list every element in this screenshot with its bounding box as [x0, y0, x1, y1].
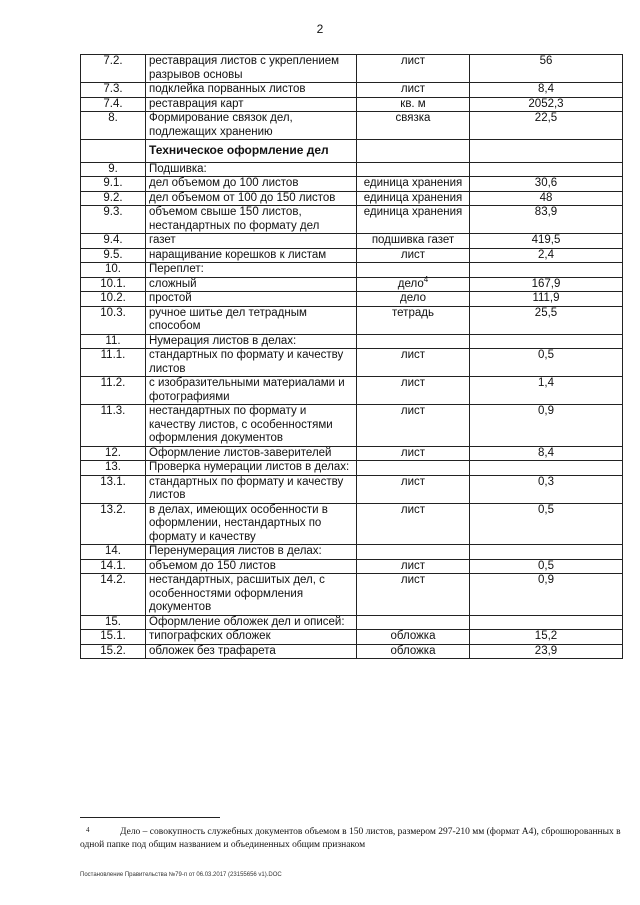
row-number: [81, 405, 146, 447]
row-norm-value: [470, 349, 623, 377]
row-work-name-text: Нумерация листов в делах:: [149, 334, 297, 347]
row-number: [81, 191, 146, 206]
row-norm-value-text: 15,2: [534, 630, 558, 642]
footnote-text: Дело – совокупность служебных документов объемом в 150 листов, размером 297-210 мм (формат А4), сброшюрованных в одной папке под общим названием и объединенных общим признаком: [80, 827, 621, 850]
document-footer: Постановление Правительства №79-п от 06.03.2017 (23155656 v1).DOC: [80, 872, 282, 878]
row-unit: [357, 615, 470, 630]
row-norm-value-text: 167,9: [531, 277, 561, 290]
row-work-name-text: Оформление обложек дел и описей:: [149, 615, 345, 628]
row-number-text: 14.1.: [100, 559, 126, 572]
row-norm-value: [470, 405, 623, 447]
row-work-name-text: реставрация карт: [149, 97, 244, 110]
row-number: [81, 140, 146, 163]
row-unit: [357, 644, 470, 659]
row-number: [81, 248, 146, 263]
row-unit: [357, 292, 470, 307]
row-work-name: [146, 162, 357, 177]
footnote-mark: 4: [86, 826, 90, 834]
row-number: [81, 306, 146, 334]
row-work-name-text: стандартных по формату и качеству листов: [149, 475, 344, 501]
row-work-name: [146, 306, 357, 334]
row-work-name-text: объемом свыше 150 листов, нестандартных по формату дел: [149, 206, 320, 232]
row-work-name-text: газет: [149, 234, 176, 246]
row-norm-value: [470, 191, 623, 206]
row-number: [81, 446, 146, 461]
table-row: [81, 630, 623, 645]
row-unit: [357, 162, 470, 177]
row-number: [81, 559, 146, 574]
row-norm-value: [470, 377, 623, 405]
row-number-text: 11.2.: [100, 377, 126, 389]
norms-table: [80, 54, 623, 659]
row-unit: [357, 206, 470, 234]
row-work-name: [146, 191, 357, 206]
row-unit: [357, 377, 470, 405]
row-unit-text: связка: [395, 112, 431, 124]
table-row: [81, 83, 623, 98]
row-work-name-text: нестандартных по формату и качеству листов, с особенностями оформления документов: [149, 405, 333, 444]
table-row: [81, 475, 623, 503]
table-row: [81, 162, 623, 177]
row-work-name: [146, 140, 357, 163]
row-unit-text: единица хранения: [363, 206, 463, 218]
row-norm-value-text: 2,4: [538, 248, 554, 261]
row-norm-value: [470, 615, 623, 630]
row-unit: [357, 140, 470, 163]
row-work-name: [146, 206, 357, 234]
row-work-name: [146, 97, 357, 112]
row-work-name-text: нестандартных, расшитых дел, с особенностями оформления документов: [149, 574, 325, 613]
row-norm-value: [470, 574, 623, 616]
row-unit: [357, 83, 470, 98]
row-number-text: 14.2.: [100, 574, 126, 586]
row-unit: [357, 574, 470, 616]
row-norm-value: [470, 644, 623, 659]
row-work-name: [146, 630, 357, 645]
row-work-name: [146, 112, 357, 140]
row-number: [81, 503, 146, 545]
page-number: 2: [316, 22, 324, 36]
row-number: [81, 574, 146, 616]
row-number-text: 8.: [108, 112, 118, 124]
row-unit-text: лист: [400, 574, 426, 586]
row-work-name: [146, 559, 357, 574]
row-number: [81, 55, 146, 83]
row-unit-text: дело: [400, 292, 426, 304]
row-work-name: [146, 615, 357, 630]
row-norm-value-text: 1,4: [538, 377, 554, 389]
row-norm-value: [470, 83, 623, 98]
row-norm-value-text: 0,5: [538, 503, 554, 516]
row-unit: [357, 263, 470, 278]
row-norm-value: [470, 206, 623, 234]
row-work-name-text: Подшивка:: [149, 162, 207, 175]
row-unit: [357, 112, 470, 140]
row-number-text: 13.1.: [100, 475, 126, 488]
row-unit: [357, 630, 470, 645]
norms-table-body: [81, 55, 623, 659]
row-unit: [357, 306, 470, 334]
row-number-text: 9.2.: [103, 191, 123, 204]
row-work-name-text: дел объемом от 100 до 150 листов: [149, 191, 336, 204]
table-row: [81, 263, 623, 278]
row-norm-value: [470, 545, 623, 560]
row-work-name: [146, 461, 357, 476]
row-number: [81, 349, 146, 377]
table-row: [81, 334, 623, 349]
row-number: [81, 545, 146, 560]
row-number-text: 9.1.: [103, 177, 123, 189]
row-work-name-text: типографских обложек: [149, 630, 271, 642]
row-work-name-text: простой: [149, 292, 192, 304]
row-number-text: 10.1.: [100, 277, 126, 290]
table-row: [81, 55, 623, 83]
row-work-name: [146, 292, 357, 307]
row-unit: [357, 234, 470, 249]
row-unit-text: лист: [400, 55, 426, 67]
row-number-text: 10.3.: [100, 306, 126, 319]
table-row: [81, 615, 623, 630]
row-number-text: 7.2.: [103, 55, 123, 67]
row-norm-value-text: 30,6: [534, 177, 558, 189]
table-row: [81, 377, 623, 405]
row-norm-value-text: 0,3: [538, 475, 554, 488]
row-norm-value-text: 0,9: [538, 405, 554, 417]
row-number-text: 11.: [105, 334, 121, 347]
row-norm-value-text: 0,5: [538, 559, 554, 572]
footnote: [80, 826, 625, 852]
row-unit: [357, 503, 470, 545]
row-norm-value-text: 2052,3: [528, 97, 564, 110]
row-unit-text: единица хранения: [363, 191, 463, 204]
row-norm-value-text: 111,9: [532, 292, 560, 304]
table-row: [81, 97, 623, 112]
row-unit: [357, 475, 470, 503]
row-number: [81, 97, 146, 112]
row-number-text: 10.: [105, 263, 121, 275]
row-work-name: [146, 248, 357, 263]
row-number: [81, 263, 146, 278]
row-norm-value: [470, 334, 623, 349]
row-unit: [357, 545, 470, 560]
row-work-name-text: с изобразительными материалами и фотографиями: [149, 377, 345, 403]
row-work-name: [146, 349, 357, 377]
row-unit-text: лист: [400, 446, 426, 459]
row-work-name-text: обложек без трафарета: [149, 644, 276, 657]
row-unit-text: дело: [397, 277, 424, 290]
row-number-text: 7.3.: [103, 83, 123, 95]
row-unit-text: лист: [400, 83, 426, 95]
row-number: [81, 277, 146, 292]
row-norm-value: [470, 263, 623, 278]
row-work-name: [146, 545, 357, 560]
table-row: [81, 405, 623, 447]
row-norm-value: [470, 461, 623, 476]
table-row: [81, 248, 623, 263]
row-norm-value: [470, 559, 623, 574]
row-number: [81, 630, 146, 645]
row-norm-value: [470, 112, 623, 140]
row-work-name: [146, 574, 357, 616]
row-unit-text: кв. м: [400, 97, 426, 110]
row-unit-text: обложка: [390, 630, 436, 642]
row-number-text: 13.: [105, 461, 121, 473]
row-norm-value-text: 83,9: [534, 206, 558, 218]
table-row: [81, 206, 623, 234]
row-unit-text: единица хранения: [363, 177, 463, 189]
row-norm-value: [470, 475, 623, 503]
row-number: [81, 615, 146, 630]
row-work-name-text: Проверка нумерации листов в делах:: [149, 461, 350, 473]
table-row: [81, 306, 623, 334]
table-row: [81, 559, 623, 574]
row-norm-value: [470, 234, 623, 249]
row-work-name: [146, 55, 357, 83]
row-norm-value: [470, 503, 623, 545]
footnote-reference: 4: [423, 274, 429, 284]
row-number-text: 9.3.: [103, 206, 123, 218]
table-row: [81, 446, 623, 461]
table-row: [81, 503, 623, 545]
row-work-name-text: объемом до 150 листов: [149, 559, 276, 572]
row-work-name: [146, 177, 357, 192]
row-number: [81, 377, 146, 405]
table-row: [81, 177, 623, 192]
row-unit: [357, 349, 470, 377]
row-number: [81, 83, 146, 98]
row-number-text: 15.2.: [100, 644, 126, 657]
row-norm-value-text: 8,4: [538, 83, 554, 95]
table-row: [81, 545, 623, 560]
row-number: [81, 162, 146, 177]
row-work-name-text: сложный: [149, 277, 197, 290]
row-norm-value-text: 56: [539, 55, 553, 67]
row-unit: [357, 55, 470, 83]
row-work-name: [146, 377, 357, 405]
row-work-name: [146, 405, 357, 447]
row-work-name-text: дел объемом до 100 листов: [149, 177, 299, 189]
row-norm-value-text: 48: [539, 191, 553, 204]
row-work-name-text: Переплет:: [149, 263, 204, 275]
row-work-name: [146, 234, 357, 249]
table-row: [81, 277, 623, 292]
row-norm-value-text: 0,5: [538, 349, 554, 361]
row-number: [81, 475, 146, 503]
table-row: [81, 112, 623, 140]
row-unit-text: тетрадь: [392, 306, 434, 319]
footnote-divider: [80, 817, 220, 818]
row-work-name: [146, 475, 357, 503]
row-unit-text: лист: [400, 475, 426, 488]
row-number-text: 15.1.: [100, 630, 126, 642]
row-work-name-text: подклейка порванных листов: [149, 83, 306, 95]
row-work-name: [146, 277, 357, 292]
row-unit-text: обложка: [390, 644, 436, 657]
row-unit: [357, 405, 470, 447]
row-norm-value-text: 8,4: [538, 446, 554, 459]
row-norm-value: [470, 97, 623, 112]
row-work-name-text: стандартных по формату и качеству листов: [149, 349, 344, 375]
row-norm-value: [470, 446, 623, 461]
table-row: [81, 292, 623, 307]
row-unit-text: лист: [400, 377, 426, 389]
row-work-name-text: Оформление листов-заверителей: [149, 446, 332, 459]
row-unit: [357, 191, 470, 206]
row-unit-text: подшивка газет: [371, 234, 455, 246]
row-norm-value: [470, 162, 623, 177]
row-number: [81, 234, 146, 249]
row-unit: [357, 461, 470, 476]
row-work-name-text: в делах, имеющих особенности в оформлении, нестандартных по формату и качеству: [149, 503, 328, 543]
row-work-name-text: ручное шитье дел тетрадным способом: [149, 306, 307, 332]
row-norm-value: [470, 55, 623, 83]
row-work-name: [146, 446, 357, 461]
table-row: [81, 644, 623, 659]
row-unit: [357, 177, 470, 192]
row-number: [81, 292, 146, 307]
row-number: [81, 644, 146, 659]
row-unit: [357, 334, 470, 349]
row-number-text: 12.: [105, 446, 121, 459]
row-unit: [357, 446, 470, 461]
row-number-text: 11.3.: [100, 405, 126, 417]
row-work-name-text: наращивание корешков к листам: [149, 248, 327, 261]
row-number: [81, 112, 146, 140]
row-number-text: 9.: [108, 162, 118, 175]
table-row: [81, 574, 623, 616]
row-number-text: 7.4.: [103, 97, 123, 110]
row-number-text: 10.2.: [100, 292, 126, 304]
row-work-name-text: Техническое оформление дел: [149, 143, 329, 157]
row-norm-value-text: 22,5: [534, 112, 558, 124]
row-number-text: 9.4.: [103, 234, 123, 246]
row-unit: [357, 97, 470, 112]
row-work-name-text: реставрация листов с укреплением разрывов основы: [149, 55, 340, 81]
row-norm-value: [470, 277, 623, 292]
row-work-name-text: Перенумерация листов в делах:: [149, 545, 322, 557]
table-row: [81, 140, 623, 163]
row-work-name: [146, 263, 357, 278]
row-number-text: 14.: [105, 545, 121, 557]
row-work-name: [146, 503, 357, 545]
row-number: [81, 177, 146, 192]
row-unit: [357, 248, 470, 263]
row-number-text: 15.: [105, 615, 121, 628]
row-norm-value: [470, 306, 623, 334]
row-number: [81, 206, 146, 234]
row-norm-value-text: 0,9: [538, 574, 554, 586]
row-norm-value-text: 419,5: [531, 234, 561, 246]
row-unit-text: лист: [400, 405, 426, 417]
row-unit-text: лист: [400, 349, 426, 361]
row-number-text: 9.5.: [103, 248, 123, 261]
row-norm-value-text: 23,9: [534, 644, 558, 657]
table-row: [81, 461, 623, 476]
row-unit-text: лист: [400, 248, 426, 261]
row-norm-value: [470, 248, 623, 263]
row-number-text: 13.2.: [100, 503, 126, 516]
row-work-name: [146, 644, 357, 659]
table-row: [81, 191, 623, 206]
row-norm-value: [470, 292, 623, 307]
row-unit: [357, 559, 470, 574]
row-work-name: [146, 83, 357, 98]
row-number: [81, 461, 146, 476]
row-norm-value: [470, 630, 623, 645]
table-row: [81, 349, 623, 377]
row-number-text: 11.1.: [100, 349, 126, 361]
row-number: [81, 334, 146, 349]
row-work-name: [146, 334, 357, 349]
row-work-name-text: Формирование связок дел, подлежащих хранению: [149, 112, 293, 138]
row-norm-value-text: 25,5: [534, 306, 558, 319]
row-unit-text: лист: [400, 559, 426, 572]
row-norm-value: [470, 177, 623, 192]
row-unit: [357, 274, 470, 292]
table-row: [81, 234, 623, 249]
row-unit-text: лист: [400, 503, 426, 516]
row-norm-value: [470, 140, 623, 163]
